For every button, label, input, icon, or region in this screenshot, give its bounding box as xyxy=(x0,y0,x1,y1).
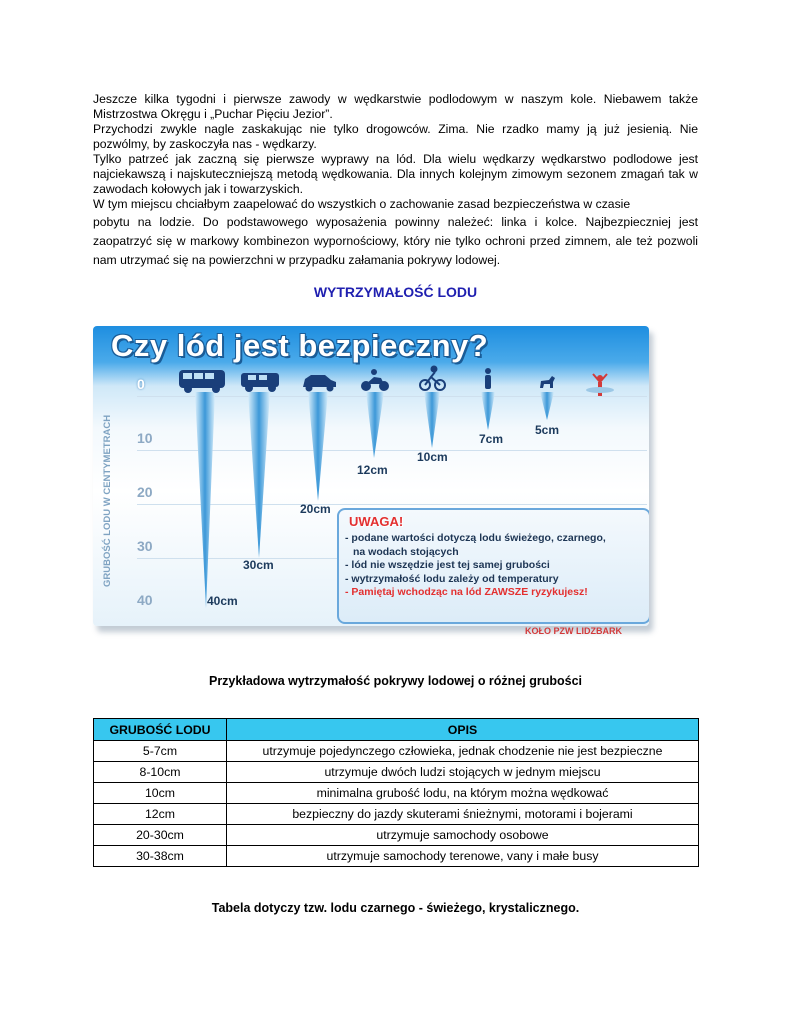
spike-label-5: 5cm xyxy=(535,423,560,437)
tick-label: 40 xyxy=(137,592,153,608)
table-row xyxy=(94,804,699,825)
thickness-cell: 10cm xyxy=(94,783,227,804)
intro-paragraph-1: Jeszcze kilka tygodni i pierwsze zawody w wędkarstwie podlodowym w naszym kole. Niebawem także Mistrzostwa Okręgu i „Puchar Pięciu Jezior”. xyxy=(93,92,698,121)
bus-icon xyxy=(179,370,225,393)
spike-20 xyxy=(308,392,328,501)
suv-icon xyxy=(241,373,279,392)
spike-7 xyxy=(481,392,495,430)
table-row xyxy=(94,762,699,783)
spike-label-30: 30cm xyxy=(243,558,274,572)
infographic-title: Czy lód jest bezpieczny? xyxy=(111,328,489,363)
table-header-row xyxy=(94,719,699,741)
thickness-cell: 5-7cm xyxy=(94,741,227,762)
thickness-cell: 8-10cm xyxy=(94,762,227,783)
spike-30 xyxy=(248,392,270,558)
intro-paragraph-3: Tylko patrzeć jak zaczną się pierwsze wyprawy na lód. Dla wielu wędkarzy wędkarstwo podlodowe jest najciekawszą i najskuteczniejszą metodą wędkowania. Dla innych kolejnym zimowym sezonem zmagań tak w zawodach kołowych jak i towarzyskich. xyxy=(93,152,698,196)
infographic-background xyxy=(93,326,649,626)
table-row xyxy=(94,741,699,762)
person-icon xyxy=(485,368,491,389)
axis-label: GRUBOŚĆ LODU W CENTYMETRACH xyxy=(102,414,113,587)
spike-label-10: 10cm xyxy=(417,450,448,464)
intro-text xyxy=(93,92,698,270)
warning-item: - Pamiętaj wchodząc na lód ZAWSZE ryzykujesz! xyxy=(345,586,588,598)
description-cell: minimalna grubość lodu, na którym można wędkować xyxy=(227,783,699,804)
description-cell: utrzymuje samochody osobowe xyxy=(227,825,699,846)
description-cell: bezpieczny do jazdy skuterami śnieżnymi, motorami i bojerami xyxy=(227,804,699,825)
spike-label-7: 7cm xyxy=(479,432,504,446)
spike-5 xyxy=(540,392,554,420)
section-heading: WYTRZYMAŁOŚĆ LODU xyxy=(313,284,478,300)
spike-label-12: 12cm xyxy=(357,463,388,477)
thickness-cell: 20-30cm xyxy=(94,825,227,846)
car-icon xyxy=(303,375,336,392)
dog-icon xyxy=(540,376,555,388)
spike-label-40: 40cm xyxy=(207,594,238,608)
warning-list xyxy=(345,532,645,600)
description-cell: utrzymuje pojedynczego człowieka, jednak chodzenie nie jest bezpieczne xyxy=(227,741,699,762)
warning-box xyxy=(337,508,649,624)
tick-label: 30 xyxy=(137,538,153,554)
sinking-person-icon xyxy=(586,374,614,396)
motorcycle-icon xyxy=(361,369,389,391)
table-row xyxy=(94,846,699,867)
column-header: GRUBOŚĆ LODU xyxy=(94,719,227,741)
description-cell: utrzymuje samochody terenowe, vany i małe busy xyxy=(227,846,699,867)
spike-label-20: 20cm xyxy=(300,502,331,516)
intro-paragraph-2: Przychodzi zwykle nagle zaskakując nie tylko drogowców. Zima. Nie rzadko mamy ją już jesienią. Nie pozwólmy, by zaskoczyła nas - wędkarzy. xyxy=(93,122,698,151)
warning-title: UWAGA! xyxy=(349,514,404,529)
infographic-credit: KOŁO PZW LIDZBARK xyxy=(525,626,622,636)
spike-40 xyxy=(195,392,215,608)
table-row xyxy=(94,825,699,846)
thickness-cell: 30-38cm xyxy=(94,846,227,867)
warning-item: na wodach stojących xyxy=(353,545,459,558)
tick-label: 20 xyxy=(137,484,153,500)
table-caption: Przykładowa wytrzymałość pokrywy lodowej o różnej grubości xyxy=(208,674,583,688)
ice-safety-infographic xyxy=(93,326,653,644)
warning-item: - lód nie wszędzie jest tej samej grubości xyxy=(345,559,550,571)
bicycle-icon xyxy=(420,367,445,391)
column-header: OPIS xyxy=(227,719,699,741)
spike-10 xyxy=(424,392,440,448)
description-cell: utrzymuje dwóch ludzi stojących w jednym miejscu xyxy=(227,762,699,783)
ice-thickness-table xyxy=(93,718,699,867)
warning-item: - wytrzymałość lodu zależy od temperatury xyxy=(345,572,559,585)
warning-item: - podane wartości dotyczą lodu świeżego, czarnego, xyxy=(345,532,606,544)
thickness-cell: 12cm xyxy=(94,804,227,825)
intro-paragraph-4a: W tym miejscu chciałbym zaapelować do wszystkich o zachowanie zasad bezpieczeństwa w czasie xyxy=(93,197,631,211)
spike-12 xyxy=(366,392,384,458)
tick-label: 10 xyxy=(137,430,153,446)
intro-paragraph-4b: pobytu na lodzie. Do podstawowego wyposażenia powinny należeć: linka i kolce. Najbezpieczniej jest zaopatrzyć się w markowy kombinezon wypornościowy, który nie tylko ochroni przed zimnem, ale też pozwoli nam utrzymać się na powierzchni w przypadku załamania pokrywy lodowej. xyxy=(93,215,698,267)
tick-label: 0 xyxy=(137,376,145,392)
table-footnote: Tabela dotyczy tzw. lodu czarnego - świeżego, krystalicznego. xyxy=(211,901,580,915)
table-row xyxy=(94,783,699,804)
